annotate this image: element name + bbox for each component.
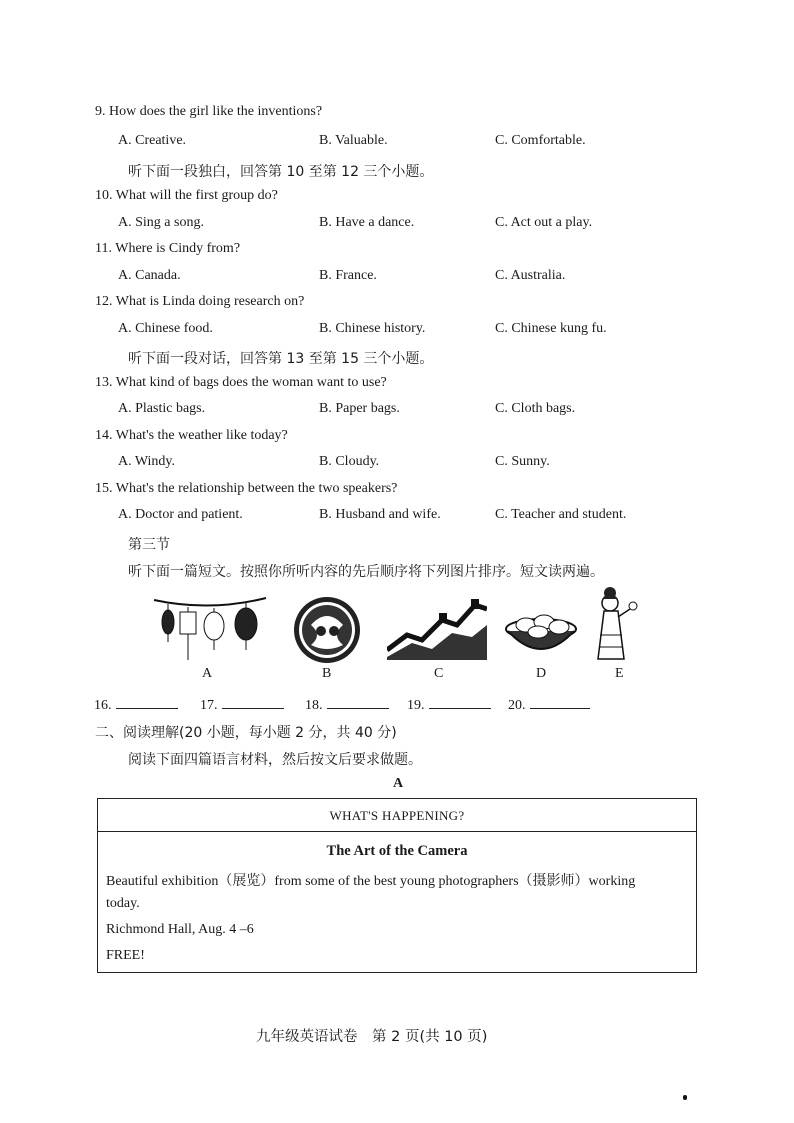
question-9 (95, 104, 322, 120)
blank-line[interactable] (429, 696, 491, 709)
question-text: How does the girl like the inventions? (109, 104, 323, 119)
option-10a: A. Sing a song. (118, 215, 204, 230)
blank-line[interactable] (530, 696, 590, 709)
question-13 (95, 375, 387, 391)
question-text: What will the first group do? (115, 188, 278, 203)
section-3-title: 第三节 (128, 537, 170, 553)
option-9a: A. Creative. (118, 133, 187, 148)
part-2-heading: 二、阅读理解(20 小题，每小题 2 分，共 40 分) (95, 725, 397, 741)
question-text: What is Linda doing research on? (115, 294, 305, 309)
picture-label-c: C (434, 666, 444, 681)
option-14b: B. Cloudy. (319, 454, 380, 469)
instruction-dialogue: 听下面一段对话，回答第 13 至第 15 三个小题。 (128, 351, 434, 367)
question-number: 11. (95, 241, 112, 256)
option-15c: C. Teacher and student. (495, 507, 627, 522)
option-12b: B. Chinese history. (319, 321, 426, 336)
question-number: 12. (95, 294, 113, 309)
page-footer: 九年级英语试卷 第 2 页(共 10 页) (256, 1029, 488, 1045)
blank-number: 18. (305, 698, 323, 713)
passage-label: A (393, 776, 404, 791)
option-13c: C. Cloth bags. (495, 401, 576, 416)
question-text: What's the relationship between the two speakers? (115, 481, 398, 496)
picture-label-d: D (536, 666, 547, 681)
option-9c: C. Comfortable. (495, 133, 586, 148)
great-wall-icon (387, 595, 487, 660)
blank-line[interactable] (327, 696, 389, 709)
option-9b: B. Valuable. (319, 133, 388, 148)
picture-label-b: B (322, 666, 332, 681)
blank-line[interactable] (116, 696, 178, 709)
ink-dot (683, 1095, 687, 1100)
option-11a: A. Canada. (118, 268, 181, 283)
blank-line[interactable] (222, 696, 284, 709)
notice-line-3: Richmond Hall, Aug. 4 –6 (106, 922, 254, 937)
lanterns-icon (150, 590, 270, 665)
question-number: 15. (95, 481, 113, 496)
dumplings-icon (504, 605, 578, 661)
question-text: What kind of bags does the woman want to use? (115, 375, 387, 390)
blank-number: 19. (407, 698, 425, 713)
option-14c: C. Sunny. (495, 454, 550, 469)
question-text: What's the weather like today? (115, 428, 288, 443)
option-12c: C. Chinese kung fu. (495, 321, 607, 336)
option-15b: B. Husband and wife. (319, 507, 441, 522)
question-number: 9. (95, 104, 106, 119)
option-14a: A. Windy. (118, 454, 175, 469)
notice-header: WHAT'S HAPPENING? (98, 799, 696, 832)
option-13a: A. Plastic bags. (118, 401, 206, 416)
option-11b: B. France. (319, 268, 377, 283)
section-3-description: 听下面一篇短文。按照你所听内容的先后顺序将下列图片排序。短文读两遍。 (128, 564, 604, 580)
question-text: Where is Cindy from? (115, 241, 241, 256)
answer-blank-17[interactable] (200, 696, 284, 714)
question-12 (95, 294, 304, 310)
notice-box (97, 798, 697, 973)
question-15 (95, 481, 397, 497)
picture-label-a: A (202, 666, 213, 681)
option-10c: C. Act out a play. (495, 215, 593, 230)
answer-blank-20[interactable] (508, 696, 590, 714)
question-14 (95, 428, 288, 444)
option-12a: A. Chinese food. (118, 321, 213, 336)
blank-number: 16. (94, 698, 112, 713)
question-11 (95, 241, 240, 257)
notice-line-2: today. (106, 896, 140, 911)
question-number: 10. (95, 188, 113, 203)
instruction-monologue: 听下面一段独白，回答第 10 至第 12 三个小题。 (128, 164, 434, 180)
paper-cut-icon (291, 595, 363, 665)
notice-line-1: Beautiful exhibition（展览）from some of the best young photographers（摄影师）working (106, 874, 636, 889)
blank-number: 17. (200, 698, 218, 713)
girl-in-hanfu-icon (592, 585, 642, 665)
answer-blank-16[interactable] (94, 696, 178, 714)
question-10 (95, 188, 278, 204)
option-13b: B. Paper bags. (319, 401, 400, 416)
notice-title: The Art of the Camera (326, 843, 468, 859)
answer-blank-19[interactable] (407, 696, 491, 714)
notice-line-4: FREE! (106, 948, 145, 963)
picture-label-e: E (615, 666, 624, 681)
part-2-instruction: 阅读下面四篇语言材料，然后按文后要求做题。 (128, 752, 422, 768)
option-11c: C. Australia. (495, 268, 566, 283)
option-10b: B. Have a dance. (319, 215, 415, 230)
blank-number: 20. (508, 698, 526, 713)
option-15a: A. Doctor and patient. (118, 507, 243, 522)
question-number: 13. (95, 375, 113, 390)
answer-blank-18[interactable] (305, 696, 389, 714)
question-number: 14. (95, 428, 113, 443)
